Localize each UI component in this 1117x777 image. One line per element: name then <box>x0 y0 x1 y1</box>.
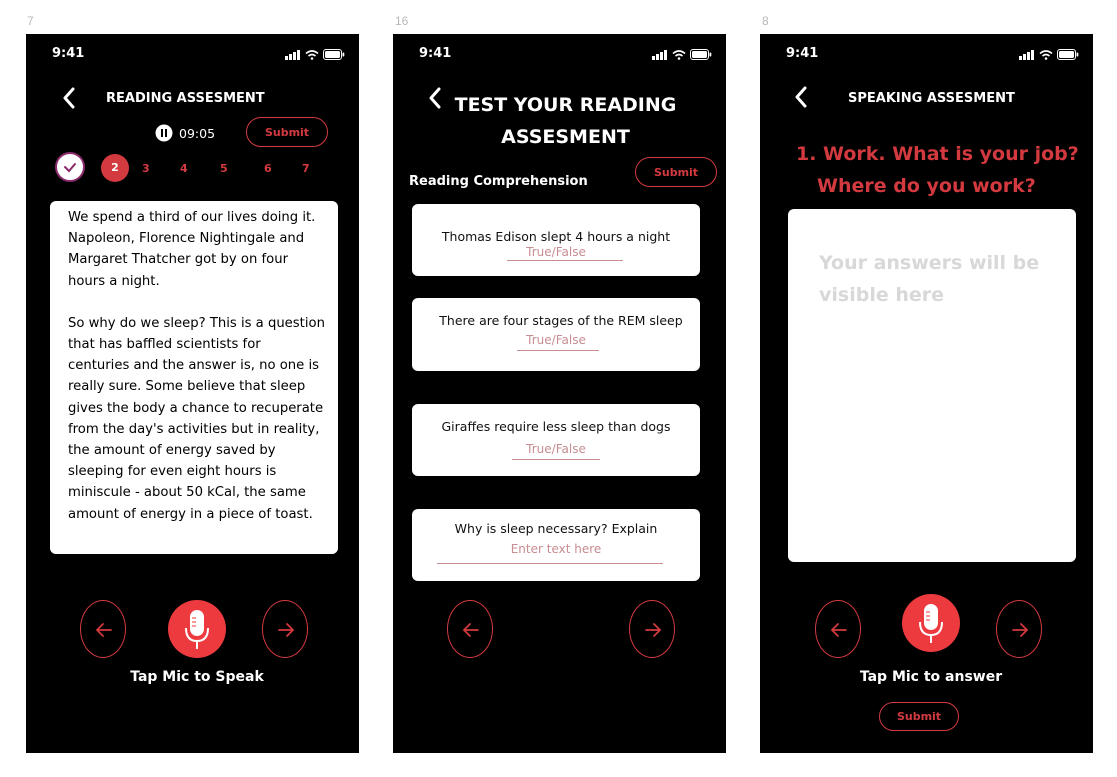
question-text: There are four stages of the REM sleep <box>439 313 683 328</box>
page-title: SPEAKING ASSESMENT <box>848 91 1015 106</box>
answer-transcript-box[interactable] <box>788 209 1076 562</box>
wifi-icon <box>1039 50 1053 60</box>
arrow-right-icon <box>997 601 1043 659</box>
microphone-icon <box>902 594 960 652</box>
question-line-2: Where do you work? <box>817 175 1036 197</box>
arrow-left-icon <box>81 601 127 659</box>
true-false-answer-field[interactable]: True/False <box>526 245 586 259</box>
mic-caption: Tap Mic to Speak <box>130 669 264 685</box>
question-card[interactable] <box>412 204 700 276</box>
answer-placeholder: Your answers will be visible here <box>819 252 1040 306</box>
progress-step[interactable]: 7 <box>302 162 310 175</box>
status-time: 9:41 <box>52 46 85 61</box>
mic-button[interactable] <box>168 600 226 658</box>
reading-comprehension-screen <box>393 34 726 753</box>
previous-button[interactable] <box>80 600 126 658</box>
question-text: Thomas Edison slept 4 hours a night <box>441 229 671 244</box>
page-title: READING ASSESMENT <box>106 91 265 106</box>
status-icons <box>285 49 345 60</box>
next-button[interactable] <box>629 600 675 658</box>
arrow-left-icon <box>816 601 862 659</box>
submit-button[interactable]: Submit <box>635 157 717 187</box>
progress-step[interactable]: 4 <box>180 162 188 175</box>
text-answer-field[interactable]: Enter text here <box>510 542 602 556</box>
mic-caption: Tap Mic to answer <box>859 669 1003 685</box>
arrow-left-icon <box>448 601 494 659</box>
arrow-right-icon <box>263 601 309 659</box>
answer-underline <box>507 260 623 261</box>
check-icon <box>57 154 83 180</box>
signal-icon <box>285 50 301 60</box>
back-chevron-icon[interactable] <box>792 86 812 108</box>
signal-icon <box>1019 50 1035 60</box>
page-title-line-1: TEST YOUR READING <box>454 94 677 116</box>
progress-step-current[interactable]: 2 <box>101 154 129 182</box>
reading-assessment-screen <box>26 34 359 753</box>
frame-label-1: 7 <box>27 14 34 28</box>
status-bar <box>26 46 359 64</box>
battery-icon <box>690 49 712 60</box>
arrow-right-icon <box>630 601 676 659</box>
next-button[interactable] <box>262 600 308 658</box>
reading-passage-card <box>50 201 338 554</box>
previous-button[interactable] <box>815 600 861 658</box>
question-card[interactable] <box>412 509 700 581</box>
true-false-answer-field[interactable]: True/False <box>526 442 586 456</box>
signal-icon <box>652 50 668 60</box>
progress-step-complete[interactable] <box>55 152 85 182</box>
question-card[interactable] <box>412 404 700 476</box>
progress-step[interactable]: 6 <box>264 162 272 175</box>
question-line-1: 1. Work. What is your job? <box>796 143 1079 165</box>
previous-button[interactable] <box>447 600 493 658</box>
wifi-icon <box>305 50 319 60</box>
question-card[interactable] <box>412 298 700 371</box>
submit-button[interactable]: Submit <box>246 117 328 147</box>
passage-paragraph-1: We spend a third of our lives doing it. Napoleon, Florence Nightingale and Margaret Thatcher got by on four hours a night. <box>68 210 316 289</box>
progress-step[interactable]: 3 <box>142 162 150 175</box>
status-icons <box>1019 49 1079 60</box>
timer-value: 09:05 <box>179 125 216 141</box>
status-time: 9:41 <box>786 46 819 61</box>
question-text: Giraffes require less sleep than dogs <box>441 419 671 434</box>
next-button[interactable] <box>996 600 1042 658</box>
status-icons <box>652 49 712 60</box>
submit-button[interactable]: Submit <box>879 702 959 731</box>
back-chevron-icon[interactable] <box>60 87 80 109</box>
passage-paragraph-2: So why do we sleep? This is a question that has baffled scientists for centuries and the answer is, no one is really sure. Some believe that sleep gives the body a chance to recuperate from the day's activities but in reality, the amount of energy saved by sleeping for even eight hours is miniscule - about 50 kCal, the same amount of energy in a piece of toast. <box>68 315 325 522</box>
question-text: Why is sleep necessary? Explain <box>454 521 658 536</box>
wifi-icon <box>672 50 686 60</box>
speaking-assessment-screen <box>760 34 1093 753</box>
answer-underline <box>437 563 663 564</box>
progress-step[interactable]: 5 <box>220 162 228 175</box>
answer-underline <box>517 350 599 351</box>
battery-icon <box>1057 49 1079 60</box>
battery-icon <box>323 49 345 60</box>
pause-icon[interactable] <box>155 124 173 142</box>
microphone-icon <box>168 600 226 658</box>
section-label: Reading Comprehension <box>409 174 588 189</box>
page-title-line-2: ASSESMENT <box>501 126 630 148</box>
timer <box>155 124 215 142</box>
status-bar <box>760 46 1093 64</box>
true-false-answer-field[interactable]: True/False <box>526 333 586 347</box>
status-bar <box>393 46 726 64</box>
status-time: 9:41 <box>419 46 452 61</box>
answer-underline <box>512 459 600 460</box>
mic-button[interactable] <box>902 594 960 652</box>
frame-label-3: 8 <box>762 14 769 28</box>
frame-label-2: 16 <box>395 14 409 28</box>
